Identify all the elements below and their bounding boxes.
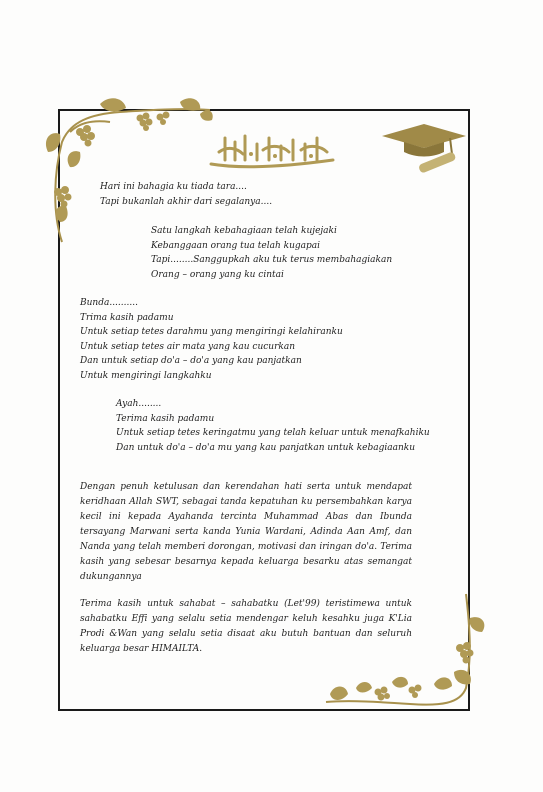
stanza-line-1: Satu langkah kebahagiaan telah kujejaki [151,226,337,236]
stanza-line-2: Kebanggaan orang tua telah kugapai [151,241,321,251]
bismillah-calligraphy-icon [205,130,340,172]
ayah-line-1: Ayah........ [116,399,162,409]
ayah-line-4: Dan untuk do'a – do'a mu yang kau panjatkan untuk kebagiaanku [116,443,416,453]
stanza-line-4: Orang – orang yang ku cintai [151,270,284,280]
bunda-line-5: Dan untuk setiap do'a – do'a yang kau panjatkan [80,356,302,366]
ayah-line-2: Terima kasih padamu [116,414,215,424]
stanza-line-3: Tapi........Sanggupkah aku tuk terus membahagiakan [151,255,393,265]
bunda-line-1: Bunda.......... [80,298,138,308]
ayah-line-3: Untuk setiap tetes keringatmu yang telah keluar untuk menafkahiku [116,428,430,438]
opening-line-1: Hari ini bahagia ku tiada tara.... [100,182,247,192]
opening-line-2: Tapi bukanlah akhir dari segalanya.... [100,197,273,207]
bunda-line-6: Untuk mengiringi langkahku [80,371,212,381]
dedication-paragraph: Dengan penuh ketulusan dan kerendahan hati serta untuk mendapat keridhaan Allah SWT, sebagai tanda kepatuhan ku persembahkan karya kecil ini kepada Ayahanda tercinta Muhammad Abas dan Ibunda tersayang Marwani serta kanda Yunia Wardani, Adinda Aan Amf, dan Nanda yang telah memberi dorongan, motivasi dan iringan do'a. Terima kasih yang sebesar besarnya kepada keluarga besarku atas semangat dukungannya [80,482,412,582]
thanks-paragraph: Terima kasih untuk sahabat – sahabatku (Let'99) teristimewa untuk sahabatku Effi yang selalu setia mendengar keluh kesahku juga K'Lia Prodi &Wan yang selalu setia disaat aku butuh bantuan dan seluruh keluarga besar HIMAILTA. [80,599,412,654]
bunda-line-3: Untuk setiap tetes darahmu yang mengiringi kelahiranku [80,327,343,337]
bunda-line-4: Untuk setiap tetes air mata yang kau cucurkan [80,342,295,352]
graduation-cap-icon [380,122,472,174]
bunda-line-2: Trima kasih padamu [80,313,174,323]
